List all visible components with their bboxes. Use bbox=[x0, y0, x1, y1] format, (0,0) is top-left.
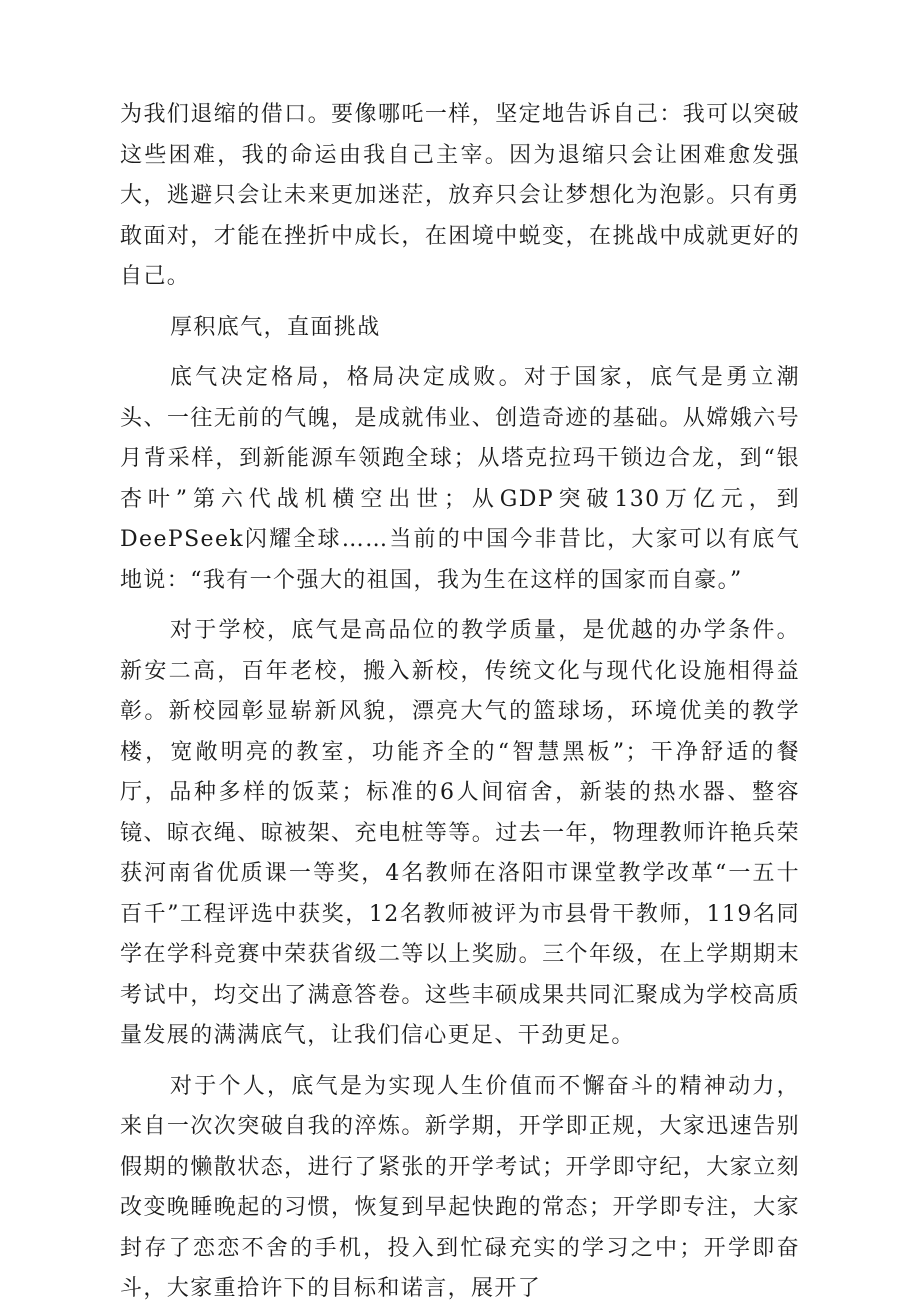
paragraph-country: 底气决定格局，格局决定成败。对于国家，底气是勇立潮头、一往无前的气魄，是成就伟业、创造奇迹的基础。从嫦娥六号月背采样，到新能源车领跑全球；从塔克拉玛干锁边合龙，到“银杏叶”第六代战机横空出世；从GDP突破130万亿元，到DeePSeek闪耀全球……当前的中国今非昔比，大家可以有底气地说：“我有一个强大的祖国，我为生在这样的国家而自豪。” bbox=[120, 365, 800, 593]
paragraph-individual: 对于个人，底气是为实现人生价值而不懈奋斗的精神动力，来自一次次突破自我的淬炼。新学期，开学即正规，大家迅速告别假期的懒散状态，进行了紧张的开学考试；开学即守纪，大家立刻改变晚睡晚起的习惯，恢复到早起快跑的常态；开学即专注，大家封存了恋恋不舍的手机，投入到忙碌充实的学习之中；开学即奋斗，大家重拾许下的目标和诺言，展开了 bbox=[120, 1073, 800, 1301]
section-heading: 厚积底气，直面挑战 bbox=[170, 314, 381, 340]
paragraph-school: 对于学校，底气是高品位的教学质量，是优越的办学条件。新安二高，百年老校，搬入新校，传统文化与现代化设施相得益彰。新校园彰显崭新风貌，漂亮大气的篮球场，环境优美的教学楼，宽敞明亮的教室，功能齐全的“智慧黑板”；干净舒适的餐厅，品种多样的饭菜；标准的6人间宿舍，新装的热水器、整容镜、晾衣绳、晾被架、充电桩等等。过去一年，物理教师许艳兵荣获河南省优质课一等奖，4名教师在洛阳市课堂教学改革“一五十百千”工程评选中获奖，12名教师被评为市县骨干教师，119名同学在学科竞赛中荣获省级二等以上奖励。三个年级，在上学期期末考试中，均交出了满意答卷。这些丰硕成果共同汇聚成为学校高质量发展的满满底气，让我们信心更足、干劲更足。 bbox=[120, 618, 800, 1048]
paragraph-continued: 为我们退缩的借口。要像哪吒一样，坚定地告诉自己：我可以突破这些困难，我的命运由我自己主宰。因为退缩只会让困难愈发强大，逃避只会让未来更加迷茫，放弃只会让梦想化为泡影。只有勇敢面对，才能在挫折中成长，在困境中蜕变，在挑战中成就更好的自己。 bbox=[120, 102, 800, 289]
